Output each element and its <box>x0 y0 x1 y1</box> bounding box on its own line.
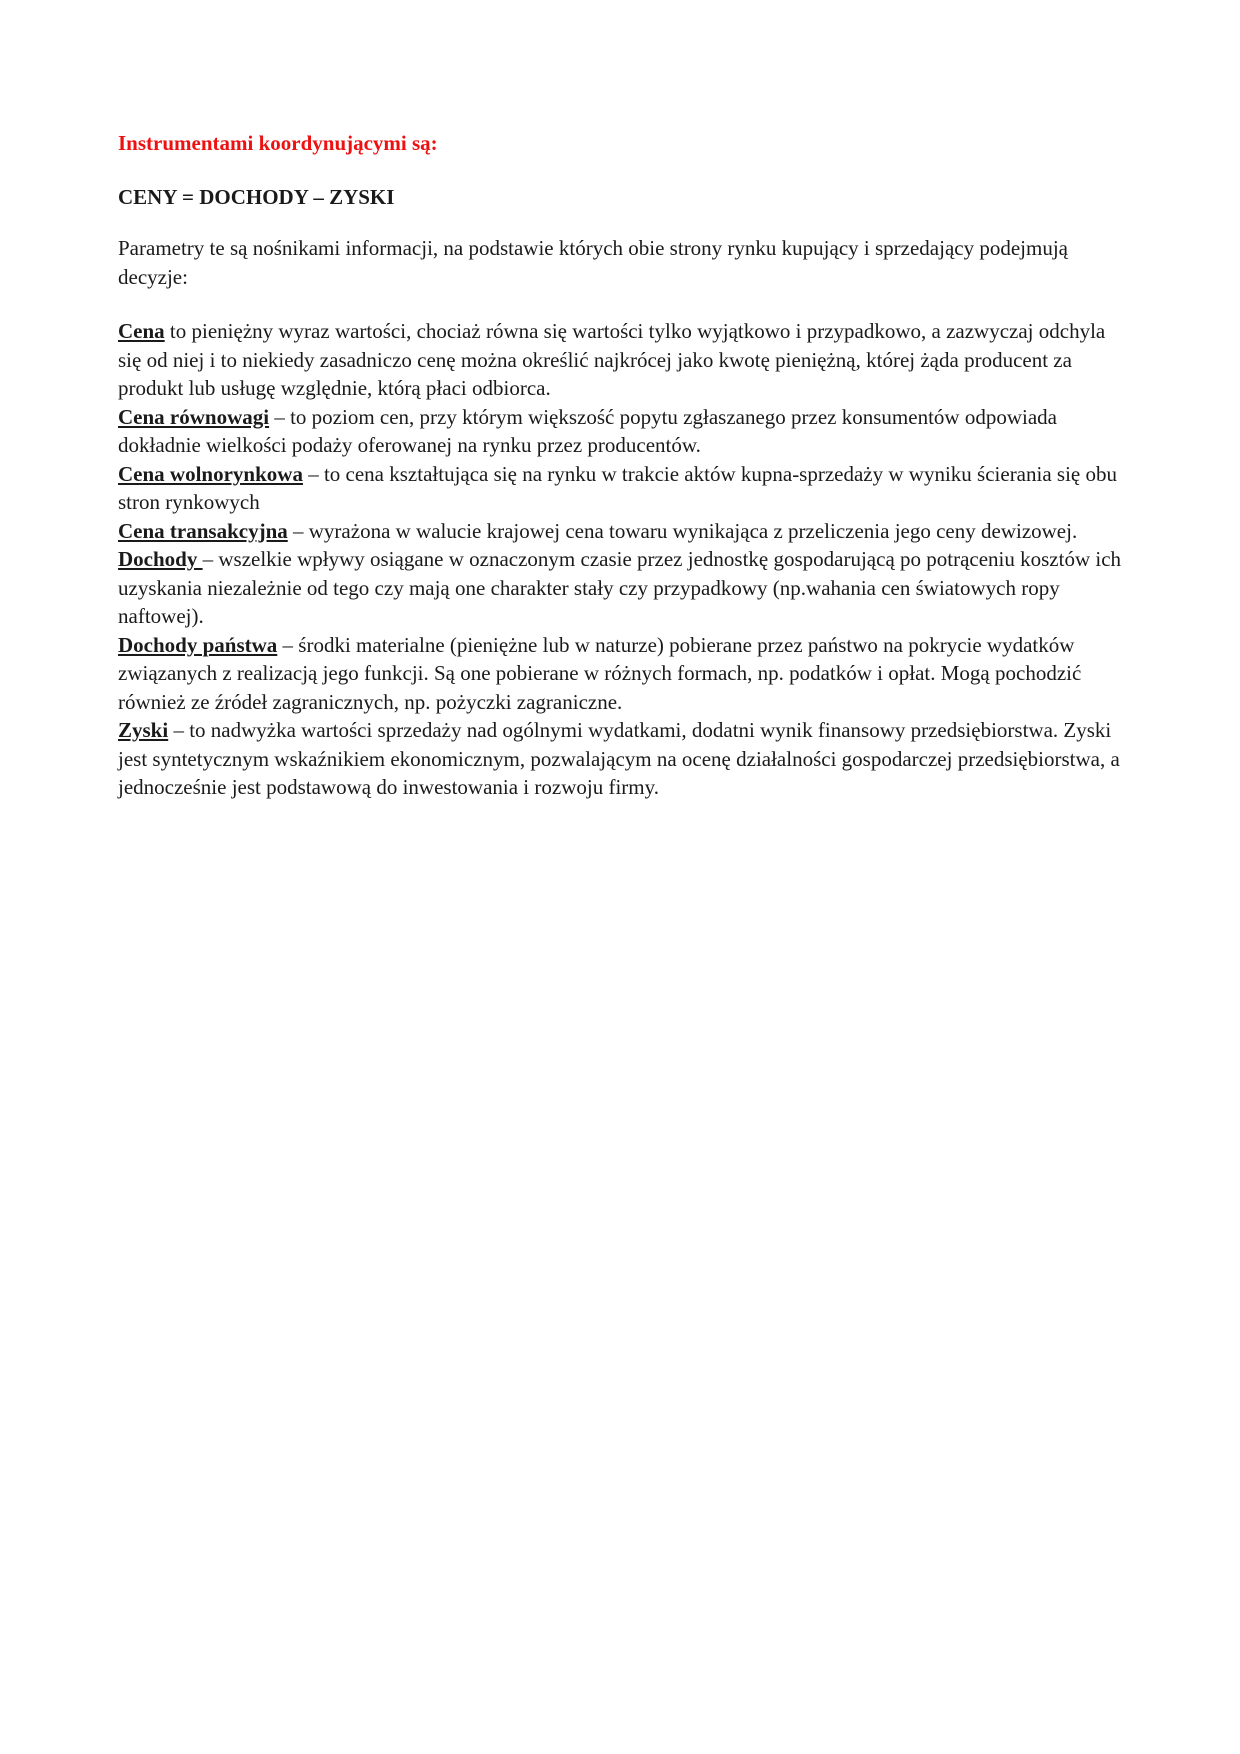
definitions-list <box>118 317 1128 802</box>
definition-cena-rownowagi <box>118 403 1128 460</box>
definition-text: to pieniężny wyraz wartości, chociaż równa się wartości tylko wyjątkowo i przypadkowo, a zazwyczaj odchyla się od niej i to niekiedy zasadniczo cenę można określić najkrócej jako kwotę pieniężną, której żąda producent za produkt lub usługę względnie, którą płaci odbiorca. <box>118 319 1106 400</box>
definition-term: Dochody <box>118 547 203 571</box>
definition-zyski <box>118 716 1128 802</box>
definition-term: Cena równowagi <box>118 404 270 429</box>
definition-text: – to cena kształtująca się na rynku w trakcie aktów kupna-sprzedaży w wyniku ścierania się obu stron rynkowych <box>118 461 1117 514</box>
definition-text: – środki materialne (pieniężne lub w naturze) pobierane przez państwo na pokrycie wydatków związanych z realizacją jego funkcji. Są one pobierane w różnych formach, np. podatków i opłat. Mogą pochodzić również ze źródeł zagranicznych, np. pożyczki zagraniczne. <box>118 632 1082 714</box>
definition-term: Cena transakcyjna <box>118 518 288 543</box>
document-page <box>118 128 1128 802</box>
definition-cena <box>118 317 1128 403</box>
definition-term: Cena <box>118 319 165 343</box>
definition-dochody <box>118 545 1128 631</box>
definition-term: Cena wolnorynkowa <box>118 461 303 486</box>
definition-text: – to nadwyżka wartości sprzedaży nad ogólnymi wydatkami, dodatni wynik finansowy przedsiębiorstwa. Zyski jest syntetycznym wskaźnikiem ekonomicznym, pozwalającym na ocenę działalności gospodarczej przedsiębiorstwa, a jednocześnie jest podstawową do inwestowania i rozwoju firmy. <box>118 718 1120 799</box>
definition-cena-transakcyjna <box>118 517 1128 546</box>
definition-text: – to poziom cen, przy którym większość popytu zgłaszanego przez konsumentów odpowiada dokładnie wielkości podaży oferowanej na rynku przez producentów. <box>118 404 1057 457</box>
definition-cena-wolnorynkowa <box>118 460 1128 517</box>
intro-paragraph: Parametry te są nośnikami informacji, na podstawie których obie strony rynku kupujący i sprzedający podejmują decyzje: <box>118 236 1068 289</box>
definition-text: – wyrażona w walucie krajowej cena towaru wynikająca z przeliczenia jego ceny dewizowej. <box>287 518 1078 543</box>
definition-term: Zyski <box>118 718 169 742</box>
definition-term: Dochody państwa <box>118 632 278 657</box>
formula-line: CENY = DOCHODY – ZYSKI <box>118 185 395 209</box>
section-heading: Instrumentami koordynującymi są: <box>118 131 438 155</box>
definition-text: – wszelkie wpływy osiągane w oznaczonym czasie przez jednostkę gospodarującą po potrąceniu kosztów ich uzyskania niezależnie od tego czy mają one charakter stały czy przypadkowy (np.wahania cen światowych ropy naftowej). <box>118 547 1122 628</box>
definition-dochody-panstwa <box>118 631 1128 717</box>
